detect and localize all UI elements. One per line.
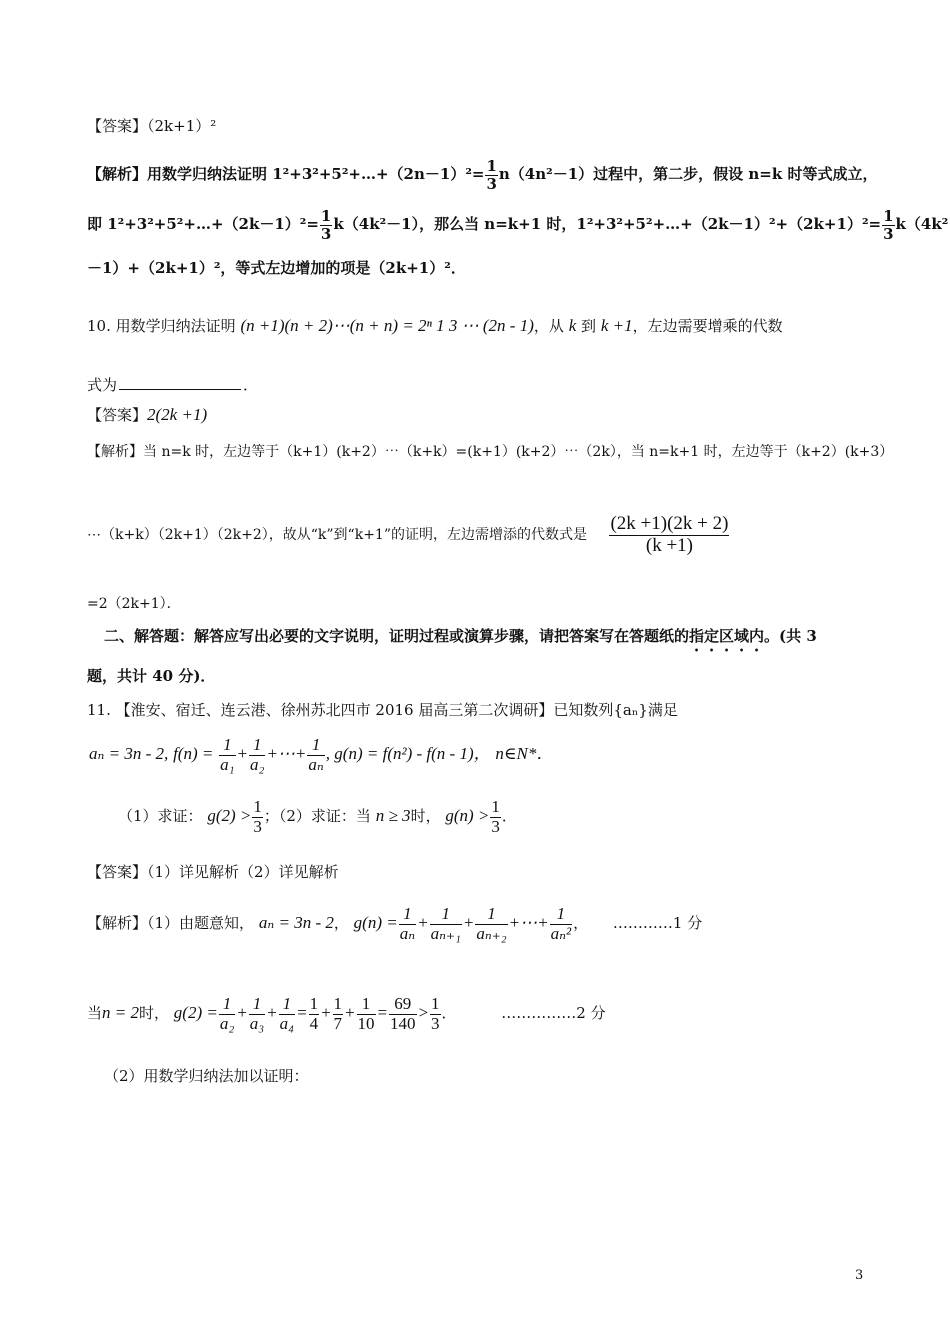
fraction: $\frac{1}{3}$ xyxy=(491,796,500,836)
q9-analysis-line-1: 【解析】用数学归纳法证明 1²+3²+5²+…+（2n－1）²= $\frac{1}{3}$ n（4n²－1）过程中，第二步，假设 n=k 时等式成立， xyxy=(87,157,878,193)
fraction: $\frac{1}{\text{a₂}}$ xyxy=(250,734,265,774)
answer-label: 【答案】 xyxy=(87,406,148,424)
fraction: $\frac{1}{\text{aₙ²}}$ xyxy=(550,903,572,943)
q10-stem-line-1: 10. 用数学归纳法证明 (n +1)(n + 2)⋯(n + n) = 2ⁿ 1 3 ⋯ (2n - 1)，从 k 到 k +1，左边需要增乘的代数 xyxy=(87,316,783,335)
fraction: $\frac{1}{4}$ xyxy=(309,993,319,1033)
q10-answer-line xyxy=(87,405,207,425)
fraction: $\frac{1}{\text{aₙ}}$ xyxy=(308,734,324,774)
analysis-label: 【解析】 xyxy=(87,165,148,183)
q10-analysis-line-2: ⋯（k+k）（2k+1）（2k+2），故从“k”到“k+1”的证明，左边需增添的代数式是 $\frac{(2k +1)(2k + 2)}{(k +1)}$ xyxy=(87,512,729,556)
q11-analysis-line-2: 当n = 2时， g(2) = $\frac{1}{\text{a₂}}$ + $\frac{1}{\text{a₃}}$ + $\frac{1}{\text{a₄}}$ = $\frac{1}{4}$ + $\frac{1}{7}$ + $\frac{1}{10}$ = $\frac{69}{140}$ > $\frac{1}{3}$ ． ……………2 分 xyxy=(87,993,606,1033)
source: 【淮安、宿迁、连云港、徐州苏北四市 2016 届高三第二次调研】 xyxy=(115,701,554,719)
analysis-label: 【解析】 xyxy=(87,914,148,932)
question-number: 10. xyxy=(87,317,111,335)
answer-value: （2k+1）² xyxy=(147,117,217,135)
answer-label: 【答案】 xyxy=(87,117,148,135)
fraction: $\frac{1}{7}$ xyxy=(333,993,343,1033)
fraction: $\frac{1}{\text{a₃}}$ xyxy=(249,993,265,1033)
score-marker: ……………2 分 xyxy=(501,1004,606,1022)
fraction: $\frac{1}{3}$ xyxy=(320,207,332,243)
analysis-label: 【解析】 xyxy=(87,444,143,460)
answer-blank xyxy=(119,375,241,390)
q11-definition-line: aₙ = 3n - 2, f(n) = $\frac{1}{\text{a₁}}$ + $\frac{1}{\text{a₂}}$ +⋯+ $\frac{1}{\text{aₙ}}$ , g(n) = f(n²) - f(n - 1)， n∈N*． xyxy=(89,734,554,774)
q11-parts-line: （1）求证： g(2) > $\frac{1}{3}$ ；（2）求证：当 n ≥ 3时， g(n) > $\frac{1}{3}$ ． xyxy=(118,796,517,836)
answer-value: 2(2k +1) xyxy=(147,405,208,424)
fraction: $\frac{1}{\text{a₁}}$ xyxy=(220,734,235,774)
q11-answer-line xyxy=(87,862,339,882)
q11-stem-line-1: 11. 【淮安、宿迁、连云港、徐州苏北四市 2016 届高三第二次调研】已知数列{aₙ}满足 xyxy=(87,701,678,719)
fraction: $\frac{1}{3}$ xyxy=(883,207,894,243)
fraction: $\frac{1}{3}$ xyxy=(486,157,497,193)
question-number: 11. xyxy=(87,701,111,719)
q10-analysis-line-1: 【解析】当 n=k 时，左边等于（k+1）(k+2）⋯（k+k）=(k+1）(k+2）⋯（2k），当 n=k+1 时，左边等于（k+2）(k+3） xyxy=(87,444,894,460)
fraction: $\frac{69}{140}$ xyxy=(390,993,416,1033)
q9-answer-line xyxy=(87,116,216,136)
fraction: $\frac{1}{\text{a₄}}$ xyxy=(279,993,295,1033)
q10-stem-line-2: 式为 ． xyxy=(87,376,259,394)
fraction: $\frac{1}{\text{aₙ₊₂}}$ xyxy=(476,903,507,943)
q11-analysis-line-1: 【解析】（1）由题意知， aₙ = 3n - 2， g(n) = $\frac{1}{\text{aₙ}}$ + $\frac{1}{\text{aₙ₊₁}}$ + $\frac{1}{\text{aₙ₊₂}}$ +⋯+ $\frac{1}{\text{aₙ²}}$ ， …………1 分 xyxy=(87,903,703,943)
q9-analysis-line-2: 即 1²+3²+5²+…+（2k－1）²= $\frac{1}{3}$ k（4k²－1），那么当 n=k+1 时，1²+3²+5²+…+（2k－1）²+（2k+1）²= $\frac{1}{3}$ k（4k² xyxy=(87,207,949,243)
q10-analysis-line-3: =2（2k+1）． xyxy=(87,596,181,612)
fraction: $\frac{1}{10}$ xyxy=(357,993,375,1033)
section-2-header-line-1: 二、解答题：解答应写出必要的文字说明，证明过程或演算步骤，请把答案写在答题纸的指定区域内。(共 3 xyxy=(104,627,817,645)
page-number: 3 xyxy=(855,1268,864,1283)
score-marker: …………1 分 xyxy=(612,914,703,932)
q9-analysis-line-3: －1）+（2k+1）²，等式左边增加的项是（2k+1）²． xyxy=(87,259,466,277)
q11-analysis-line-3: （2）用数学归纳法加以证明： xyxy=(104,1067,309,1085)
answer-label: 【答案】 xyxy=(87,863,148,881)
fraction: $\frac{1}{\text{a₂}}$ xyxy=(219,993,235,1033)
section-2-header-line-2: 题，共计 40 分)． xyxy=(87,667,216,685)
fraction: $\frac{1}{3}$ xyxy=(431,993,440,1033)
fraction: $\frac{1}{3}$ xyxy=(253,796,262,836)
fraction: $\frac{(2k +1)(2k + 2)}{(k +1)}$ xyxy=(610,512,729,556)
answer-value: （1）详见解析（2）详见解析 xyxy=(147,863,339,881)
fraction: $\frac{1}{\text{aₙ}}$ xyxy=(399,903,416,943)
formula: (n +1)(n + 2)⋯(n + n) = 2ⁿ 1 3 ⋯ (2n - 1) xyxy=(240,316,534,335)
fraction: $\frac{1}{\text{aₙ₊₁}}$ xyxy=(430,903,461,943)
